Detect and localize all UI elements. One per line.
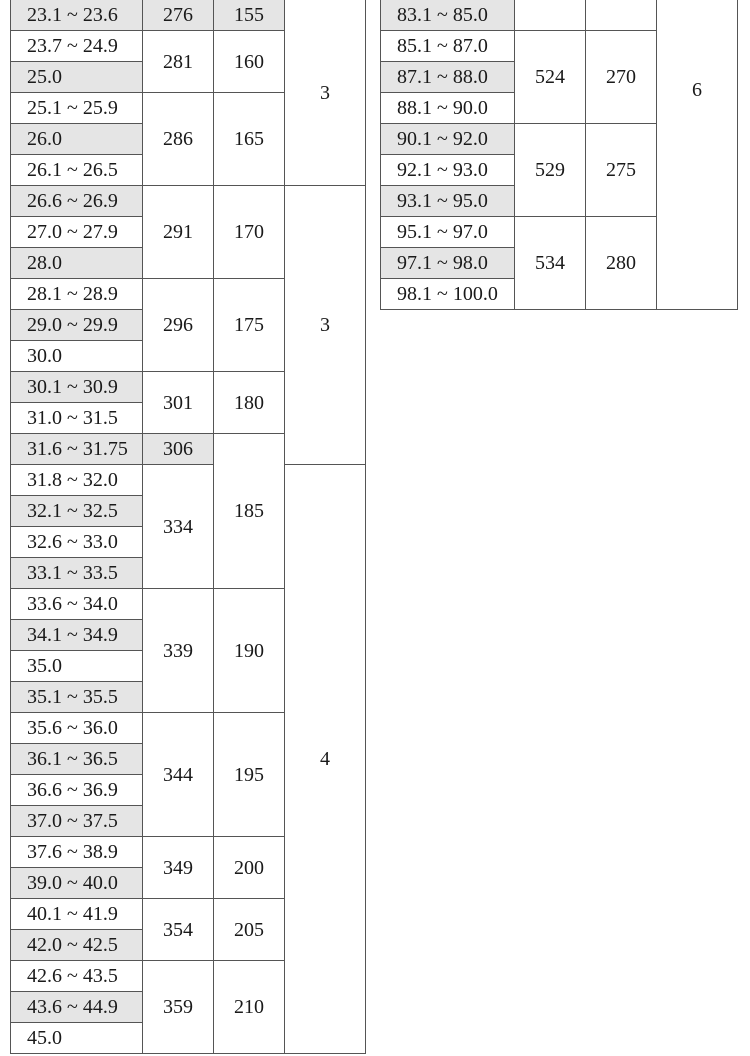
value-cell: 180 — [214, 372, 285, 434]
range-cell: 36.1 ~ 36.5 — [11, 744, 143, 775]
value-cell: 339 — [143, 589, 214, 713]
value-cell: 296 — [143, 279, 214, 372]
value-cell: 200 — [214, 837, 285, 899]
range-cell: 23.7 ~ 24.9 — [11, 31, 143, 62]
value-cell: 534 — [515, 217, 586, 310]
range-cell: 88.1 ~ 90.0 — [381, 93, 515, 124]
value-cell: 270 — [586, 31, 657, 124]
value-cell: 349 — [143, 837, 214, 899]
value-cell: 529 — [515, 124, 586, 217]
range-cell: 42.0 ~ 42.5 — [11, 930, 143, 961]
value-cell: 354 — [143, 899, 214, 961]
value-cell: 3 — [285, 0, 366, 186]
value-cell: 524 — [515, 31, 586, 124]
value-cell: 160 — [214, 31, 285, 93]
range-cell: 97.1 ~ 98.0 — [381, 248, 515, 279]
range-cell: 92.1 ~ 93.0 — [381, 155, 515, 186]
empty-cell — [586, 0, 657, 31]
range-cell: 34.1 ~ 34.9 — [11, 620, 143, 651]
value-cell: 6 — [657, 0, 738, 310]
range-cell: 35.6 ~ 36.0 — [11, 713, 143, 744]
value-cell: 276 — [143, 0, 214, 31]
range-cell: 23.1 ~ 23.6 — [11, 0, 143, 31]
range-cell: 33.1 ~ 33.5 — [11, 558, 143, 589]
value-cell: 306 — [143, 434, 214, 465]
range-cell: 25.1 ~ 25.9 — [11, 93, 143, 124]
range-cell: 31.8 ~ 32.0 — [11, 465, 143, 496]
left-size-table — [10, 0, 366, 1054]
range-cell: 28.1 ~ 28.9 — [11, 279, 143, 310]
value-cell: 334 — [143, 465, 214, 589]
range-cell: 27.0 ~ 27.9 — [11, 217, 143, 248]
range-cell: 42.6 ~ 43.5 — [11, 961, 143, 992]
range-cell: 26.6 ~ 26.9 — [11, 186, 143, 217]
value-cell: 205 — [214, 899, 285, 961]
range-cell: 31.6 ~ 31.75 — [11, 434, 143, 465]
range-cell: 32.1 ~ 32.5 — [11, 496, 143, 527]
value-cell: 185 — [214, 434, 285, 589]
range-cell: 43.6 ~ 44.9 — [11, 992, 143, 1023]
value-cell: 344 — [143, 713, 214, 837]
range-cell: 36.6 ~ 36.9 — [11, 775, 143, 806]
empty-cell — [515, 0, 586, 31]
value-cell: 155 — [214, 0, 285, 31]
range-cell: 30.0 — [11, 341, 143, 372]
range-cell: 32.6 ~ 33.0 — [11, 527, 143, 558]
range-cell: 35.1 ~ 35.5 — [11, 682, 143, 713]
range-cell: 85.1 ~ 87.0 — [381, 31, 515, 62]
value-cell: 210 — [214, 961, 285, 1054]
range-cell: 90.1 ~ 92.0 — [381, 124, 515, 155]
value-cell: 165 — [214, 93, 285, 186]
range-cell: 39.0 ~ 40.0 — [11, 868, 143, 899]
range-cell: 45.0 — [11, 1023, 143, 1054]
range-cell: 26.0 — [11, 124, 143, 155]
range-cell: 93.1 ~ 95.0 — [381, 186, 515, 217]
value-cell: 275 — [586, 124, 657, 217]
range-cell: 35.0 — [11, 651, 143, 682]
value-cell: 170 — [214, 186, 285, 279]
range-cell: 37.0 ~ 37.5 — [11, 806, 143, 837]
value-cell: 4 — [285, 465, 366, 1054]
range-cell: 33.6 ~ 34.0 — [11, 589, 143, 620]
range-cell: 87.1 ~ 88.0 — [381, 62, 515, 93]
value-cell: 190 — [214, 589, 285, 713]
range-cell: 29.0 ~ 29.9 — [11, 310, 143, 341]
range-cell: 26.1 ~ 26.5 — [11, 155, 143, 186]
range-cell: 83.1 ~ 85.0 — [381, 0, 515, 31]
value-cell: 281 — [143, 31, 214, 93]
value-cell: 280 — [586, 217, 657, 310]
range-cell: 28.0 — [11, 248, 143, 279]
value-cell: 286 — [143, 93, 214, 186]
range-cell: 95.1 ~ 97.0 — [381, 217, 515, 248]
range-cell: 31.0 ~ 31.5 — [11, 403, 143, 434]
range-cell: 25.0 — [11, 62, 143, 93]
range-cell: 98.1 ~ 100.0 — [381, 279, 515, 310]
right-size-table — [380, 0, 738, 310]
value-cell: 3 — [285, 186, 366, 465]
range-cell: 30.1 ~ 30.9 — [11, 372, 143, 403]
range-cell: 40.1 ~ 41.9 — [11, 899, 143, 930]
value-cell: 359 — [143, 961, 214, 1054]
value-cell: 195 — [214, 713, 285, 837]
value-cell: 301 — [143, 372, 214, 434]
value-cell: 291 — [143, 186, 214, 279]
value-cell: 175 — [214, 279, 285, 372]
range-cell: 37.6 ~ 38.9 — [11, 837, 143, 868]
